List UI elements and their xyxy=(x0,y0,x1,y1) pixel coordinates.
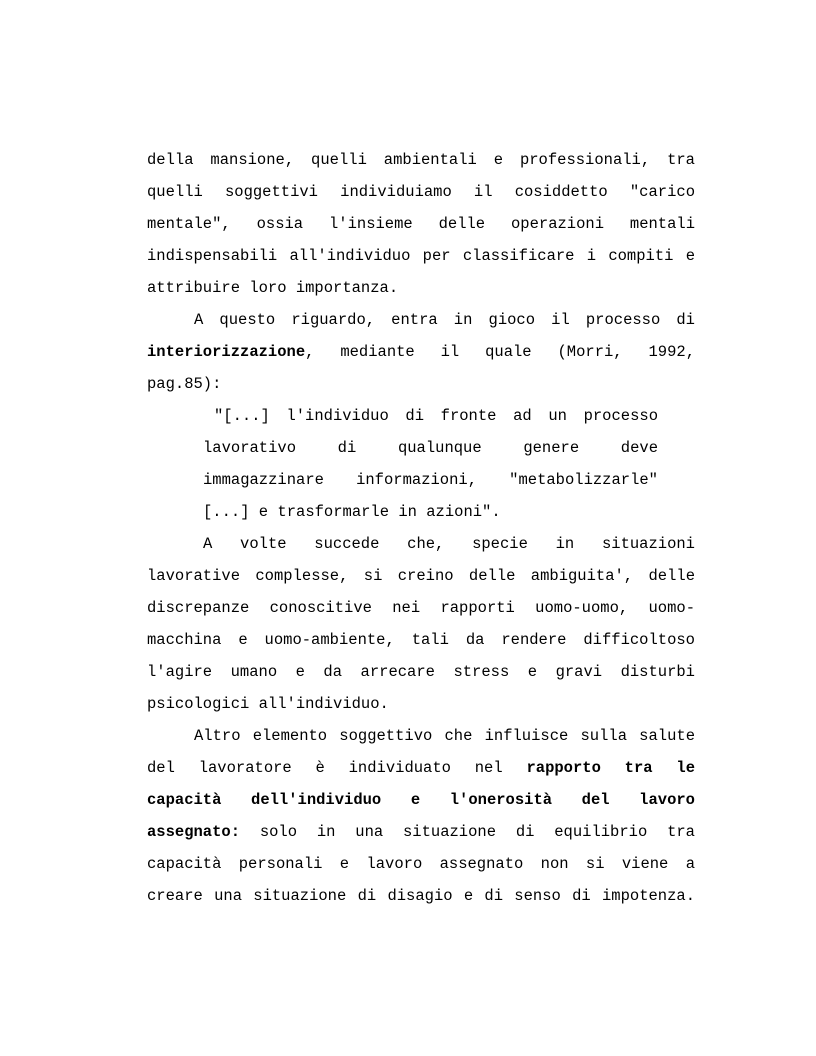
text-line-mixed xyxy=(147,758,695,778)
text-line: lavorative complesse, si creino delle ambiguita', delle xyxy=(147,567,695,585)
text-line: Altro elemento soggettivo che influisce sulla salute xyxy=(194,727,695,745)
text-line: della mansione, quelli ambientali e professionali, tra xyxy=(147,151,695,169)
text-line: indispensabili all'individuo per classificare i compiti e xyxy=(147,247,695,265)
bold-phrase: assegnato: xyxy=(147,823,241,841)
text-line-mixed xyxy=(147,822,695,842)
text-line: capacità personali e lavoro assegnato non si viene a xyxy=(147,855,695,873)
quote-line: [...] e trasformarle in azioni". xyxy=(203,503,501,521)
text-line-mixed xyxy=(147,342,695,362)
bold-phrase-line: capacità dell'individuo e l'onerosità del lavoro xyxy=(147,791,695,809)
text-line: creare una situazione di disagio e di senso di impotenza. xyxy=(147,887,695,905)
text-span: del lavoratore è individuato nel xyxy=(147,759,527,777)
bold-term: interiorizzazione xyxy=(147,343,306,361)
text-span: , mediante il quale (Morri, 1992, xyxy=(305,343,695,361)
text-line: quelli soggettivi individuiamo il cosiddetto "carico xyxy=(147,183,695,201)
text-line: psicologici all'individuo. xyxy=(147,695,389,713)
text-line: discrepanze conoscitive nei rapporti uomo-uomo, uomo- xyxy=(147,599,695,617)
quote-line: immagazzinare informazioni, "metabolizzarle" xyxy=(203,471,658,489)
text-line: A volte succede che, specie in situazioni xyxy=(203,535,695,553)
bold-phrase: rapporto tra le xyxy=(526,759,695,777)
text-line: macchina e uomo-ambiente, tali da rendere difficoltoso xyxy=(147,631,695,649)
text-line: mentale", ossia l'insieme delle operazioni mentali xyxy=(147,215,695,233)
text-line: A questo riguardo, entra in gioco il processo di xyxy=(194,311,695,329)
text-line: pag.85): xyxy=(147,375,222,393)
text-line: l'agire umano e da arrecare stress e gravi disturbi xyxy=(147,663,695,681)
text-span: solo in una situazione di equilibrio tra xyxy=(240,823,695,841)
text-line: attribuire loro importanza. xyxy=(147,279,399,297)
quote-line: lavorativo di qualunque genere deve xyxy=(203,439,658,457)
quote-line: "[...] l'individuo di fronte ad un processo xyxy=(214,407,658,425)
